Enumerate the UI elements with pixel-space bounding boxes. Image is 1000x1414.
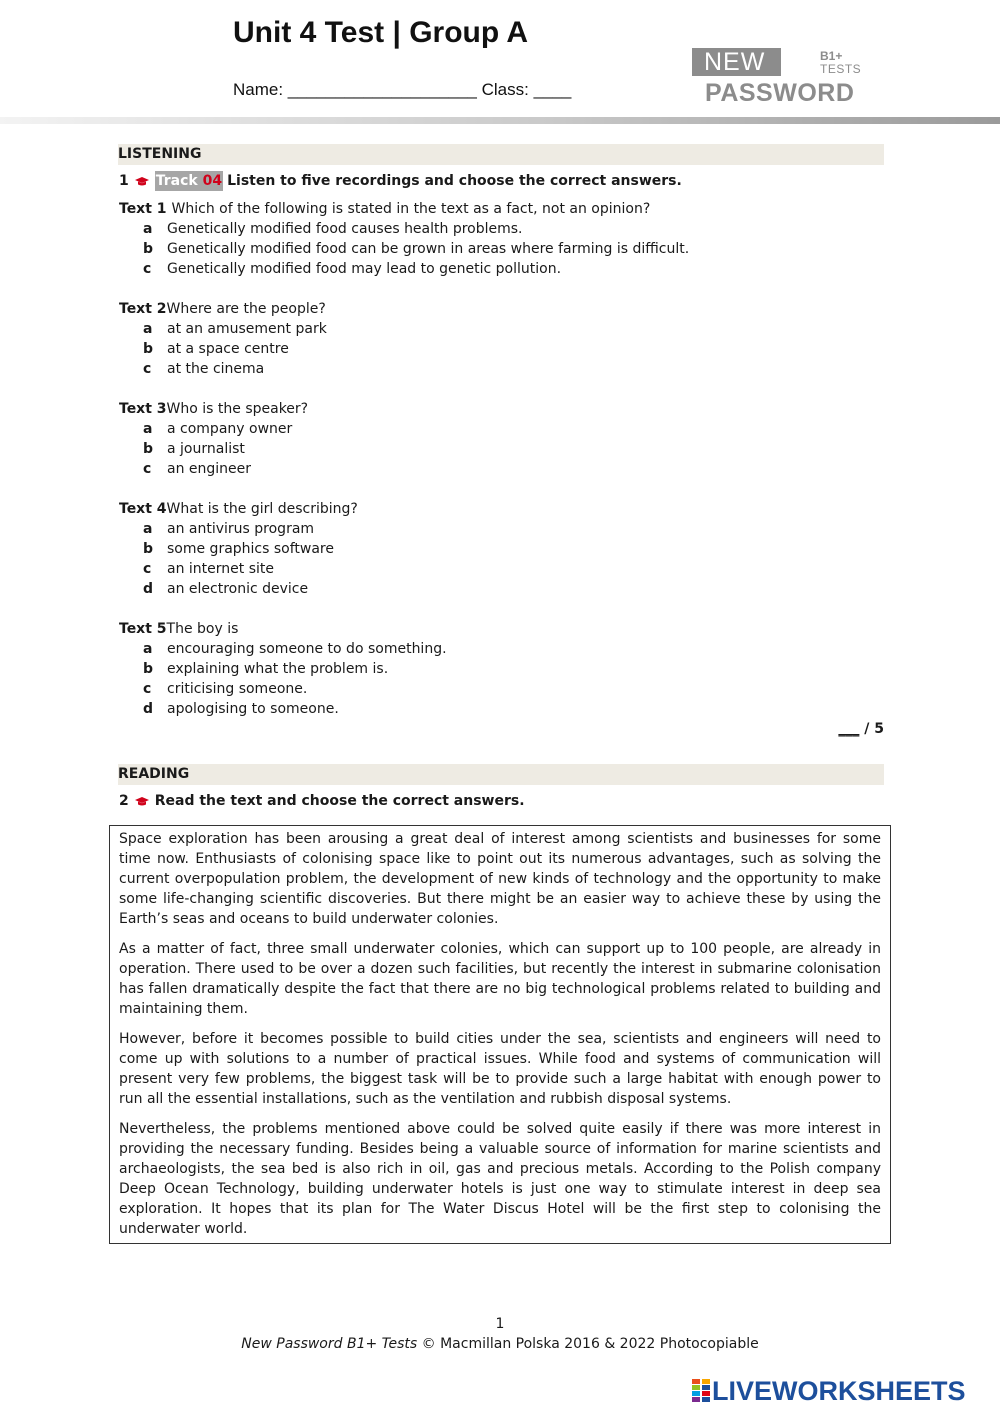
question-heading — [119, 619, 884, 639]
option-letter: a — [143, 421, 153, 437]
option-letter: b — [143, 661, 154, 677]
question-heading — [119, 199, 884, 219]
name-class-line: Name: ____________________ Class: ____ — [233, 80, 572, 99]
answer-option[interactable] — [119, 419, 884, 439]
liveworksheets-icon — [692, 1379, 710, 1403]
option-letter: a — [143, 221, 153, 237]
option-text: an internet site — [167, 561, 274, 577]
reading-text-box — [109, 825, 891, 1244]
track-label: Track — [155, 173, 198, 189]
question-spacer — [119, 479, 884, 499]
option-text: a journalist — [167, 441, 245, 457]
question-text: What is the girl describing? — [166, 501, 358, 517]
score-total: / 5 — [859, 721, 884, 737]
listening-section — [119, 144, 884, 811]
listening-task — [119, 171, 884, 191]
option-text: some graphics software — [167, 541, 334, 557]
option-text: criticising someone. — [167, 681, 308, 697]
page-title: Unit 4 Test | Group A — [233, 16, 529, 49]
question-label: Text 2 — [119, 301, 167, 317]
question-heading — [119, 299, 884, 319]
option-letter: d — [143, 581, 154, 597]
option-letter: b — [143, 241, 154, 257]
logo-password: PASSWORD — [705, 79, 855, 107]
option-letter: b — [143, 541, 154, 557]
option-letter: b — [143, 441, 154, 457]
answer-option[interactable] — [119, 239, 884, 259]
answer-option[interactable] — [119, 459, 884, 479]
option-letter: c — [143, 681, 152, 697]
option-letter: c — [143, 561, 152, 577]
task-number: 1 — [119, 173, 129, 189]
question-heading — [119, 499, 884, 519]
page-number: 1 — [495, 1316, 505, 1332]
liveworksheets-text: LIVEWORKSHEETS — [712, 1375, 966, 1406]
listening-heading: LISTENING — [118, 144, 884, 165]
answer-option[interactable] — [119, 699, 884, 719]
answer-option[interactable] — [119, 219, 884, 239]
answer-option[interactable] — [119, 679, 884, 699]
graduation-hat-icon — [135, 796, 149, 807]
option-text: encouraging someone to do something. — [167, 641, 447, 657]
option-letter: c — [143, 261, 152, 277]
option-text: an electronic device — [167, 581, 309, 597]
question-text: The boy is — [166, 621, 239, 637]
answer-option[interactable] — [119, 439, 884, 459]
liveworksheets-logo — [692, 1376, 966, 1406]
option-letter: c — [143, 461, 152, 477]
question-spacer — [119, 379, 884, 399]
option-text: a company owner — [167, 421, 293, 437]
option-letter: a — [143, 321, 153, 337]
question-text: Where are the people? — [166, 301, 326, 317]
answer-option[interactable] — [119, 519, 884, 539]
question-label: Text 5 — [119, 621, 167, 637]
task-instruction: Read the text and choose the correct answers. — [154, 793, 525, 809]
reading-paragraph: However, before it becomes possible to build cities under the sea, scientists and engineers will need to come up with solutions to a number of practical issues. While food and systems of communication will present very few problems, the biggest task will be to provide such a large habitat with enough power to run all the essential installations, such as the ventilation and rubbish disposal systems. — [119, 1031, 881, 1107]
question-spacer — [119, 279, 884, 299]
answer-option[interactable] — [119, 539, 884, 559]
track-badge[interactable] — [155, 171, 223, 191]
option-text: an antivirus program — [167, 521, 315, 537]
answer-option[interactable] — [119, 259, 884, 279]
question-text: Which of the following is stated in the text as a fact, not an opinion? — [171, 201, 651, 217]
option-letter: a — [143, 641, 153, 657]
question-heading — [119, 399, 884, 419]
answer-option[interactable] — [119, 339, 884, 359]
answer-option[interactable] — [119, 639, 884, 659]
question-label: Text 4 — [119, 501, 167, 517]
header-divider — [0, 117, 1000, 124]
answer-option[interactable] — [119, 319, 884, 339]
question-label: Text 3 — [119, 401, 167, 417]
option-text: at the cinema — [167, 361, 265, 377]
answer-option[interactable] — [119, 659, 884, 679]
question-spacer — [119, 599, 884, 619]
answer-option[interactable] — [119, 579, 884, 599]
logo-new: NEW — [692, 48, 781, 76]
footer-copyright — [0, 1336, 1000, 1352]
answer-option[interactable] — [119, 359, 884, 379]
option-letter: b — [143, 341, 154, 357]
option-text: at an amusement park — [167, 321, 327, 337]
footer-copyright-text: © Macmillan Polska 2016 & 2022 Photocopiable — [417, 1336, 759, 1352]
track-number: 04 — [202, 173, 223, 189]
task-number: 2 — [119, 793, 129, 809]
option-letter: a — [143, 521, 153, 537]
logo-tests: TESTS — [820, 62, 862, 76]
reading-heading: READING — [118, 764, 884, 785]
reading-paragraph: Space exploration has been arousing a great deal of interest among scientists and businesses for some time now. Enthusiasts of colonising space like to point out its numerous advantages, such as solving the current overpopulation problem, the development of new kinds of technology and the opportunity to make some life-changing scientific discoveries. But there might be an easier way to achieve these by using the Earth’s seas and oceans to build underwater colonies. — [119, 831, 881, 927]
option-text: apologising to someone. — [167, 701, 339, 717]
question-label: Text 1 — [119, 201, 167, 217]
score-box — [119, 719, 884, 739]
option-text: an engineer — [167, 461, 252, 477]
option-text: at a space centre — [167, 341, 289, 357]
logo-level: B1+ — [820, 49, 843, 63]
option-text: Genetically modified food causes health problems. — [167, 221, 523, 237]
question-text: Who is the speaker? — [166, 401, 309, 417]
reading-task — [119, 791, 884, 811]
task-instruction: Listen to five recordings and choose the correct answers. — [227, 173, 682, 189]
option-text: explaining what the problem is. — [167, 661, 389, 677]
reading-paragraph: Nevertheless, the problems mentioned above could be solved quite easily if there was more interest in providing the necessary funding. Besides being a valuable source of information for marine scientists and archaeologists, the sea bed is also rich in oil, gas and precious metals. According to the Polish company Deep Ocean Technology, building underwater hotels is just one way to stimulate interest in deep sea exploration. It hopes that its plan for The Water Discus Hotel will be the first step to colonising the underwater world. — [119, 1121, 881, 1237]
footer-book-title: New Password B1+ Tests — [241, 1336, 418, 1352]
reading-paragraph: As a matter of fact, three small underwater colonies, which can support up to 100 people, are already in operation. There used to be over a dozen such facilities, but recently the interest in submarine colonisation has fallen dramatically despite the fact that there are no big technological problems related to building and maintaining them. — [119, 941, 881, 1017]
option-text: Genetically modified food can be grown in areas where farming is difficult. — [167, 241, 690, 257]
answer-option[interactable] — [119, 559, 884, 579]
option-letter: d — [143, 701, 154, 717]
score-blank[interactable]: ___ — [838, 721, 860, 737]
new-password-logo — [692, 48, 867, 108]
question-list — [119, 199, 884, 719]
option-text: Genetically modified food may lead to genetic pollution. — [167, 261, 562, 277]
option-letter: c — [143, 361, 152, 377]
graduation-hat-icon — [135, 176, 149, 187]
